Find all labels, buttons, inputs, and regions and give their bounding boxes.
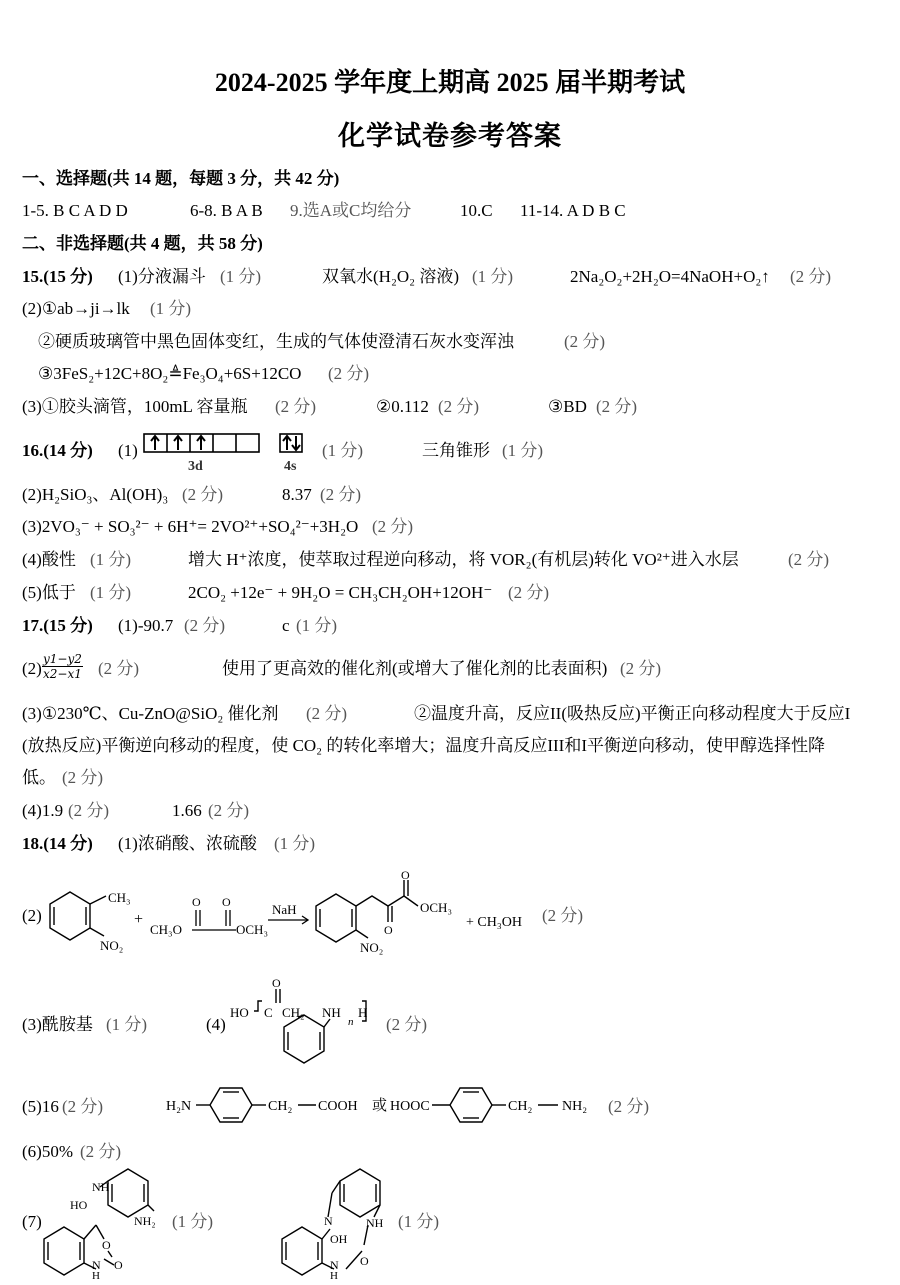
q15-3-1: (3)①胶头滴管，100mL 容量瓶: [22, 397, 248, 416]
methanol: + CH₃OH: [466, 915, 522, 930]
s2-n: N: [324, 1214, 333, 1228]
q16-2-ph: 8.37: [282, 485, 312, 504]
answers-1-5: 1-5. B C A D D: [22, 201, 128, 220]
q18-5: (5)16: [22, 1097, 59, 1116]
q17-3-2-line3: 低。: [22, 768, 56, 787]
q18-3: (3)酰胺基: [22, 1015, 93, 1034]
q15-1-equation-score: (2 分): [790, 267, 832, 286]
answer-10: 10.C: [460, 201, 493, 220]
q18-5-isomer-score: (2 分): [608, 1097, 650, 1116]
page-title: 2024-2025 学年度上期高 2025 届半期考试: [214, 68, 686, 97]
q15-2-2-score: (2 分): [564, 332, 606, 351]
s1-n: N: [92, 1258, 101, 1272]
page-subtitle: 化学试卷参考答案: [338, 121, 562, 151]
q15-1-equation: 2Na₂O₂+2H₂O=4NaOH+O₂↑: [570, 267, 770, 286]
q18-4-prefix: (4): [206, 1015, 226, 1034]
q18-1-score: (1 分): [274, 834, 316, 853]
q17-1-choice: c: [282, 616, 290, 635]
q16-5-equation-score: (2 分): [508, 583, 550, 602]
q16-3: (3)2VO₃⁻ + SO₃²⁻ + 6H⁺= 2VO²⁺+SO₄²⁻+3H₂O: [22, 517, 359, 536]
q18-1: (1)浓硝酸、浓硫酸: [118, 834, 257, 853]
q18-6-score: (2 分): [80, 1142, 122, 1161]
q16-2-ph-score: (2 分): [320, 485, 362, 504]
polymer-oxygen: O: [272, 976, 281, 990]
orbital-4s-label: 4s: [284, 459, 297, 474]
q17-3-1: (3)①230℃、Cu-ZnO@SiO₂ 催化剂: [22, 704, 279, 723]
q15-1-answer: (1)分液漏斗: [118, 267, 206, 286]
q15-label: 15.(15 分): [22, 267, 93, 286]
q18-4-score: (2 分): [386, 1015, 428, 1034]
q18-label: 18.(14 分): [22, 834, 93, 853]
s2-oh: OH: [330, 1232, 348, 1246]
q15-2-1-score: (1 分): [150, 299, 192, 318]
q18-2-score: (2 分): [542, 906, 584, 925]
polymer-carbonyl-c: C: [264, 1005, 273, 1020]
section2-heading: 二、非选择题(共 4 题，共 58 分): [22, 234, 263, 253]
polymer-h: H: [358, 1005, 368, 1020]
answers-11-14: 11-14. A D B C: [520, 201, 626, 220]
fraction-denominator: x2−x1: [43, 667, 82, 681]
ch3-label: CH₃: [108, 890, 131, 905]
q16-3-score: (2 分): [372, 517, 414, 536]
isomer1-h2n: H₂N: [166, 1099, 192, 1114]
q15-3-2-score: (2 分): [438, 397, 480, 416]
answers-6-8: 6-8. B A B: [190, 201, 263, 220]
q17-4-a-score: (2 分): [68, 801, 110, 820]
q17-1-score: (2 分): [184, 616, 226, 635]
benzene-ring-reactant: [50, 892, 106, 940]
oxygen-3: O: [384, 923, 393, 937]
fraction-numerator: y1−y2: [43, 652, 82, 666]
q16-4: (4)酸性: [22, 550, 76, 569]
isomer1-ch2: CH₂: [268, 1099, 293, 1114]
q16-5-equation: 2CO₂ +12e⁻ + 9H₂O = CH₃CH₂OH+12OH⁻: [188, 583, 493, 602]
q16-4-reason-score: (2 分): [788, 550, 830, 569]
q17-2-score: (2 分): [98, 659, 140, 678]
q16-1-shape: 三角锥形: [422, 441, 490, 460]
product-no2: NO₂: [360, 940, 384, 955]
q18-7-prefix: (7): [22, 1212, 42, 1231]
or-label: 或: [372, 1098, 388, 1114]
s1-nh: NH: [92, 1180, 110, 1194]
isomer2-hooc: HOOC: [390, 1099, 430, 1114]
q17-1-choice-score: (1 分): [296, 616, 338, 635]
polymer-ch2: CH₂: [282, 1005, 305, 1020]
q18-7-structure-1: [42, 1165, 172, 1280]
s2-nh: NH: [366, 1216, 384, 1230]
product-och3: OCH₃: [420, 900, 452, 915]
q16-2: (2)H₂SiO₃、Al(OH)₃: [22, 485, 169, 504]
q18-4-polymer-structure: [228, 975, 388, 1070]
polymer-nh: NH: [322, 1005, 341, 1020]
oxalate-right: OCH₃: [236, 922, 268, 937]
q17-2-reason: 使用了更高效的催化剂(或增大了催化剂的比表面积): [222, 659, 608, 678]
q17-4-b: 1.66: [172, 801, 202, 820]
polymer-n: n: [348, 1016, 354, 1028]
q17-3-2-score: (2 分): [62, 768, 104, 787]
q17-4-a: (4)1.9: [22, 801, 64, 820]
s1-ho: HO: [70, 1198, 88, 1212]
s1-h: H: [92, 1270, 100, 1280]
s1-o-carbonyl: O: [114, 1258, 123, 1272]
isomer2-ch2: CH₂: [508, 1099, 533, 1114]
q17-2-fraction: [42, 652, 83, 681]
q17-2-prefix: (2): [22, 659, 42, 678]
oxygen-2: O: [222, 895, 231, 909]
q17-3-2-line1: ②温度升高，反应II(吸热反应)平衡正向移动程度大于反应I: [414, 704, 851, 723]
s1-nh2: NH₂: [134, 1214, 156, 1228]
orbital-3d-label: 3d: [188, 459, 203, 474]
q17-2-reason-score: (2 分): [620, 659, 662, 678]
q18-7-score-1: (1 分): [172, 1212, 214, 1231]
q17-4-b-score: (2 分): [208, 801, 250, 820]
q18-2-prefix: (2): [22, 906, 42, 925]
isomer2-nh2: NH₂: [562, 1099, 588, 1114]
q16-label: 16.(14 分): [22, 441, 93, 460]
oxygen-4: O: [401, 870, 410, 882]
q16-1-prefix: (1): [118, 441, 138, 460]
no2-label: NO₂: [100, 938, 124, 953]
q15-1-score: (1 分): [220, 267, 262, 286]
q16-2-score: (2 分): [182, 485, 224, 504]
reaction-arrow-icon: [268, 916, 308, 924]
answer-9: 9.选A或C均给分: [290, 201, 412, 220]
section1-heading: 一、选择题(共 14 题，每题 3 分，共 42 分): [22, 169, 340, 188]
q18-5-isomer-structures: [166, 1082, 636, 1128]
q15-1-reagent: 双氧水(H₂O₂ 溶液): [322, 267, 459, 286]
q18-7-structure-2: [276, 1165, 406, 1280]
q18-6: (6)50%: [22, 1142, 73, 1161]
q18-7-score-2: (1 分): [398, 1212, 440, 1231]
q15-3-2: ②0.112: [376, 397, 429, 416]
isomer1-cooh: COOH: [318, 1099, 358, 1114]
s2-n-ring: N: [330, 1258, 339, 1272]
q15-2-1: (2)①ab→ji→lk: [22, 299, 130, 318]
q16-5: (5)低于: [22, 583, 76, 602]
q15-2-2: ②硬质玻璃管中黑色固体变红，生成的气体使澄清石灰水变浑浊: [38, 332, 514, 351]
q15-2-3: ③3FeS₂+12C+8O₂≜Fe₃O₄+6S+12CO: [38, 364, 302, 383]
oxalate-left: CH₃O: [150, 922, 182, 937]
s2-o: O: [360, 1254, 369, 1268]
plus-sign: +: [134, 911, 144, 928]
q17-3-1-score: (2 分): [306, 704, 348, 723]
q16-1-shape-score: (1 分): [502, 441, 544, 460]
orbital-diagram: [140, 430, 320, 476]
q15-3-3-score: (2 分): [596, 397, 638, 416]
up-arrow-icon: [151, 436, 300, 450]
polymer-ho: HO: [230, 1005, 249, 1020]
q15-1-reagent-score: (1 分): [472, 267, 514, 286]
q17-label: 17.(15 分): [22, 616, 93, 635]
q18-3-score: (1 分): [106, 1015, 148, 1034]
oxygen-1: O: [192, 895, 201, 909]
q15-2-3-score: (2 分): [328, 364, 370, 383]
s1-o-ring: O: [102, 1238, 111, 1252]
q15-3-3: ③BD: [548, 397, 587, 416]
q16-4-reason: 增大 H⁺浓度，使萃取过程逆向移动，将 VOR₂(有机层)转化 VO²⁺进入水层: [188, 550, 739, 569]
q17-1: (1)-90.7: [118, 616, 174, 635]
q16-1-score: (1 分): [322, 441, 364, 460]
q15-3-1-score: (2 分): [275, 397, 317, 416]
nah-label: NaH: [272, 902, 297, 917]
q16-5-score: (1 分): [90, 583, 132, 602]
q18-5-score: (2 分): [62, 1097, 104, 1116]
s2-h: H: [330, 1270, 338, 1280]
q16-4-score: (1 分): [90, 550, 132, 569]
benzene-ring-product: [316, 880, 418, 942]
q17-3-2-line2: (放热反应)平衡逆向移动的程度，使 CO₂ 的转化率增大；温度升高反应III和I平衡逆向移动，使甲醇选择性降: [22, 736, 826, 755]
